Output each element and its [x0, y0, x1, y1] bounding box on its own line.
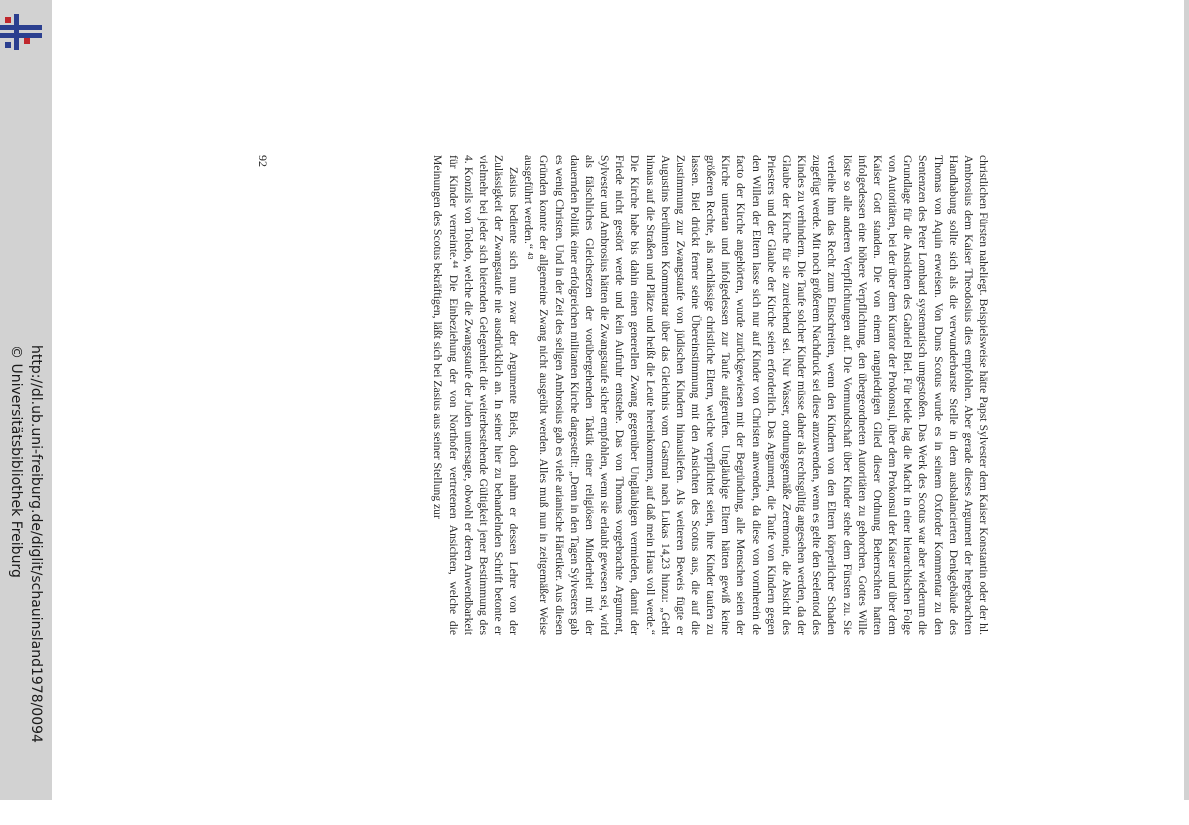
- scanned-page: [255, 155, 991, 635]
- body-paragraph-1: christlichen Fürsten naheliegt. Beispielsweise hätte Papst Sylvester dem Kaiser Konstantin oder der hl. Ambrosius dem Kaiser Theodosius dies empfohlen. Aber gerade dieses Argument der hergebrachten Handhabung sollte sich als die verwunderbarste Stelle in dem ausbalancierten Denkgebäude des Thomas von Aquin erweisen. Von Duns Scotus wurde es in seinem Oxforder Kommentar zu den Sentenzen des Peter Lombard systematisch umgestoßen. Das Werk des Scotus war aber wiederum die Grundlage für die Ansichten des Gabriel Biel. Für beide lag die Macht in einer hierarchischen Folge von Autoritäten, bei der über dem Kurator der Prokonsul, über dem Prokonsul der Kaiser und über dem Kaiser Gott standen. Die von einem rangniedrigen Glied dieser Ordnung Beherrschten hatten infolgedessen eine höhere Verpflichtung, den übergeordneten Autoritäten zu gehorchen. Gottes Wille löste so alle anderen Verpflichtungen auf. Die Vormundschaft über Kinder stehe dem Fürsten zu. Sie verleihe ihm das Recht zum Einschreiten, wenn den Kindern von den Eltern körperlicher Schaden zugefügt werde. Mit noch größerem Nachdruck sei diese anzuwenden, wenn es gelte den Seelentod des Kindes zu verhindern. Die Taufe solcher Kinder müsse daher als rechtsgültig angesehen werden, da der Glaube der Kirche für sie zureichend sei. Nur Wasser, ordnungsgemäße Zeremonie, die Absicht des Priesters und der Glaube der Kirche seien erforderlich. Das Argument, die Taufe von Kindern gegen den Willen der Eltern lasse sich nur auf Kinder von Christen anwenden, da diese von vornherein de facto der Kirche angehörten, wurde zurückgewiesen mit der Begründung, alle Menschen seien der Kirche untertan und infolgedessen zur Taufe aufgerufen. Ungläubige Eltern hätten gewiß keine größeren Rechte, als nachlässige christliche Eltern, welche verpflichtet seien, ihre Kinder taufen zu lassen. Biel drückt ferner seine Übereinstimmung mit den Ansichten des Scotus aus, die auf die Zustimmung zur Zwangstaufe von jüdischen Kindern hinausliefen. Als weiteren Beweis fügte er Augustins berühmten Kommentar über das Gleichnis vom Gastmal nach Lukas 14,23 hinzu: „Geht hinaus auf die Straßen und Plätze und heißt die Leute hereinkommen, auf daß mein Haus voll werde.“ Die Kirche habe bis dahin einen generellen Zwang gegenüber Ungläubigen vermieden, damit der Friede nicht gestört werde und kein Aufruhr entstehe. Das von Thomas vorgebrachte Argument, Sylvester und Ambrosius hätten die Zwangstaufe sicher empfohlen, wenn sie erlaubt gewesen sei, wird als fälschliches Gleichsetzen der vorübergehenden Taktik einer religiösen Minderheit mit der dauernden Politik einer erfolgreichen militanten Kirche dargestellt: „Denn in den Tagen Sylvesters gab es wenig Christen. Und in der Zeit des seligen Ambrosius gab es viele arianische Häretiker. Aus diesen Gründen konnte der allgemeine Zwang nicht ausgeübt werden. Alles muß nun in zeitgemäßer Weise ausgeführt werden.“ ⁴³: [522, 155, 990, 635]
- viewer-sidebar: [0, 0, 52, 800]
- source-url[interactable]: http://dl.ub.uni-freiburg.de/diglit/schauinsland1978/0094: [28, 345, 44, 743]
- copyright-notice: © Universitätsbibliothek Freiburg: [8, 345, 24, 578]
- sidebar-source-info: [0, 0, 52, 800]
- page-text-rotated: [255, 155, 991, 635]
- viewer-right-edge: [1184, 0, 1189, 800]
- page-number: 92: [256, 155, 271, 167]
- body-paragraph-2: Zasius bediente sich nun zwar der Argumente Biels, doch nahm er dessen Lehre von der Zulässigkeit der Zwangstaufe nie ausdrücklich an. In seiner hier zu behandelnden Schrift betonte er vielmehr bei jeder sich bietenden Gelegenheit die weiterbestehende Gültigkeit jener Bestimmung des 4. Konzils von Toledo, welche die Zwangstaufe der Juden untersagte, obwohl er deren Anwendbarkeit für Kinder verneinte.⁴⁴ Die Einbeziehung der von Northofer vertretenen Ansichten, welche die Meinungen des Scotus bekräftigen, läßt sich bei Zasius aus seiner Stellung zur: [431, 155, 521, 635]
